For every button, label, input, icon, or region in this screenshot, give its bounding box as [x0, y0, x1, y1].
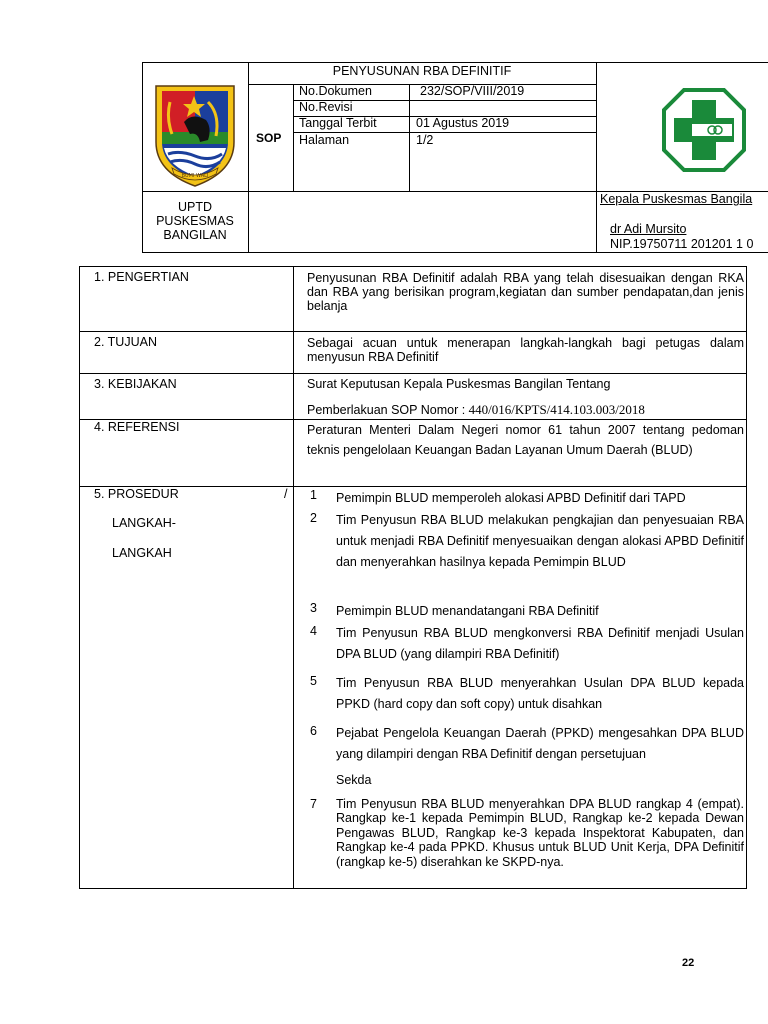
- step-text: Pemimpin BLUD menandatangani RBA Definitif: [336, 604, 599, 618]
- field-label-tanggal-terbit: Tanggal Terbit: [299, 116, 377, 130]
- prosedur-sub-1: LANGKAH-: [112, 516, 176, 530]
- field-value-halaman: 1/2: [416, 133, 434, 147]
- step-number: 2: [310, 511, 317, 525]
- section-text-referensi: Peraturan Menteri Dalam Negeri nomor 61 tahun 2007 tentang pedoman teknis pengelolaan Keuangan Badan Layanan Umum Daerah (BLUD): [307, 423, 744, 457]
- section-label-referensi: 4. REFERENSI: [94, 420, 180, 434]
- field-value-tanggal-terbit: 01 Agustus 2019: [416, 116, 510, 130]
- kebijakan-line-2: [307, 402, 645, 418]
- field-label-no-revisi: No.Revisi: [299, 100, 353, 114]
- page-number: 22: [682, 957, 695, 969]
- kebijakan-line-2-prefix: Pemberlakuan SOP Nomor :: [307, 403, 469, 417]
- step-number: 5: [310, 674, 317, 688]
- prosedur-sub-2: LANGKAH: [112, 546, 172, 560]
- section-label-tujuan: 2. TUJUAN: [94, 335, 157, 349]
- signatory-nip: NIP.19750711 201201 1 0: [610, 237, 754, 251]
- sop-label: SOP: [256, 131, 282, 145]
- section-label-pengertian: 1. PENGERTIAN: [94, 270, 189, 284]
- step-number: 1: [310, 488, 317, 502]
- unit-line-1: UPTD: [177, 200, 213, 214]
- step-number: 6: [310, 724, 317, 738]
- step-text-tail: Sekda: [336, 773, 372, 787]
- signatory-name: dr Adi Mursito: [610, 222, 687, 236]
- document-title: PENYUSUNAN RBA DEFINITIF: [332, 64, 512, 78]
- step-text: Pemimpin BLUD memperoleh alokasi APBD Definitif dari TAPD: [336, 491, 686, 505]
- kebijakan-line-1: Surat Keputusan Kepala Puskesmas Bangilan Tentang: [307, 377, 611, 391]
- unit-line-3: BANGILAN: [163, 228, 227, 242]
- signatory-title: Kepala Puskesmas Bangila: [600, 192, 753, 206]
- section-label-kebijakan: 3. KEBIJAKAN: [94, 377, 177, 391]
- step-text: Tim Penyusun RBA BLUD mengkonversi RBA Definitif menjadi Usulan DPA BLUD (yang dilampiri RBA Definitif): [336, 626, 744, 661]
- section-text-pengertian: Penyusunan RBA Definitif adalah RBA yang telah disesuaikan dengan RKA dan RBA yang berisikan program,kegiatan dan sumber pendapatan,dan jenis belanja: [307, 271, 744, 313]
- puskesmas-logo-icon: [662, 88, 746, 172]
- crest-banner-text: BUMI WALI: [181, 173, 209, 179]
- field-label-no-dokumen: No.Dokumen: [299, 84, 372, 98]
- step-text: Pejabat Pengelola Keuangan Daerah (PPKD) mengesahkan DPA BLUD yang dilampiri dengan RBA Definitif dengan persetujuan: [336, 726, 744, 761]
- unit-line-2: PUSKESMAS: [156, 214, 234, 228]
- field-value-no-dokumen: 232/SOP/VIII/2019: [420, 84, 525, 98]
- field-label-halaman: Halaman: [299, 133, 350, 147]
- prosedur-slash: /: [284, 487, 288, 501]
- section-text-tujuan: Sebagai acuan untuk menerapan langkah-langkah bagi petugas dalam menyusun RBA Definitif: [307, 336, 744, 364]
- step-number: 4: [310, 624, 317, 638]
- step-text: Tim Penyusun RBA BLUD menyerahkan Usulan DPA BLUD kepada PPKD (hard copy dan soft copy) untuk disahkan: [336, 676, 744, 711]
- step-text: Tim Penyusun RBA BLUD melakukan pengkajian dan penyesuaian RBA untuk menjadi RBA Definitif menyesuaikan dengan alokasi APBD Definitif dan menyerahkan hasilnya kepada Pemimpin BLUD: [336, 513, 744, 569]
- section-label-prosedur: 5. PROSEDUR: [94, 487, 179, 501]
- kebijakan-decree-number: 440/016/KPTS/414.103.003/2018: [468, 402, 645, 417]
- regional-crest-icon: [150, 82, 240, 188]
- step-number: 3: [310, 601, 317, 615]
- step-number: 7: [310, 797, 317, 811]
- step-text: Tim Penyusun RBA BLUD menyerahkan DPA BLUD rangkap 4 (empat). Rangkap ke-1 kepada Pemimpin BLUD, Rangkap ke-2 kepada Dewan Pengawas BLUD, Rangkap ke-3 kepada Inspektorat Kabupaten, dan Rangkap ke-4 pada PPKD. Khusus untuk BLUD Unit Kerja, DPA Definitif (rangkap ke-5) diserahkan ke SKPD-nya.: [336, 797, 744, 869]
